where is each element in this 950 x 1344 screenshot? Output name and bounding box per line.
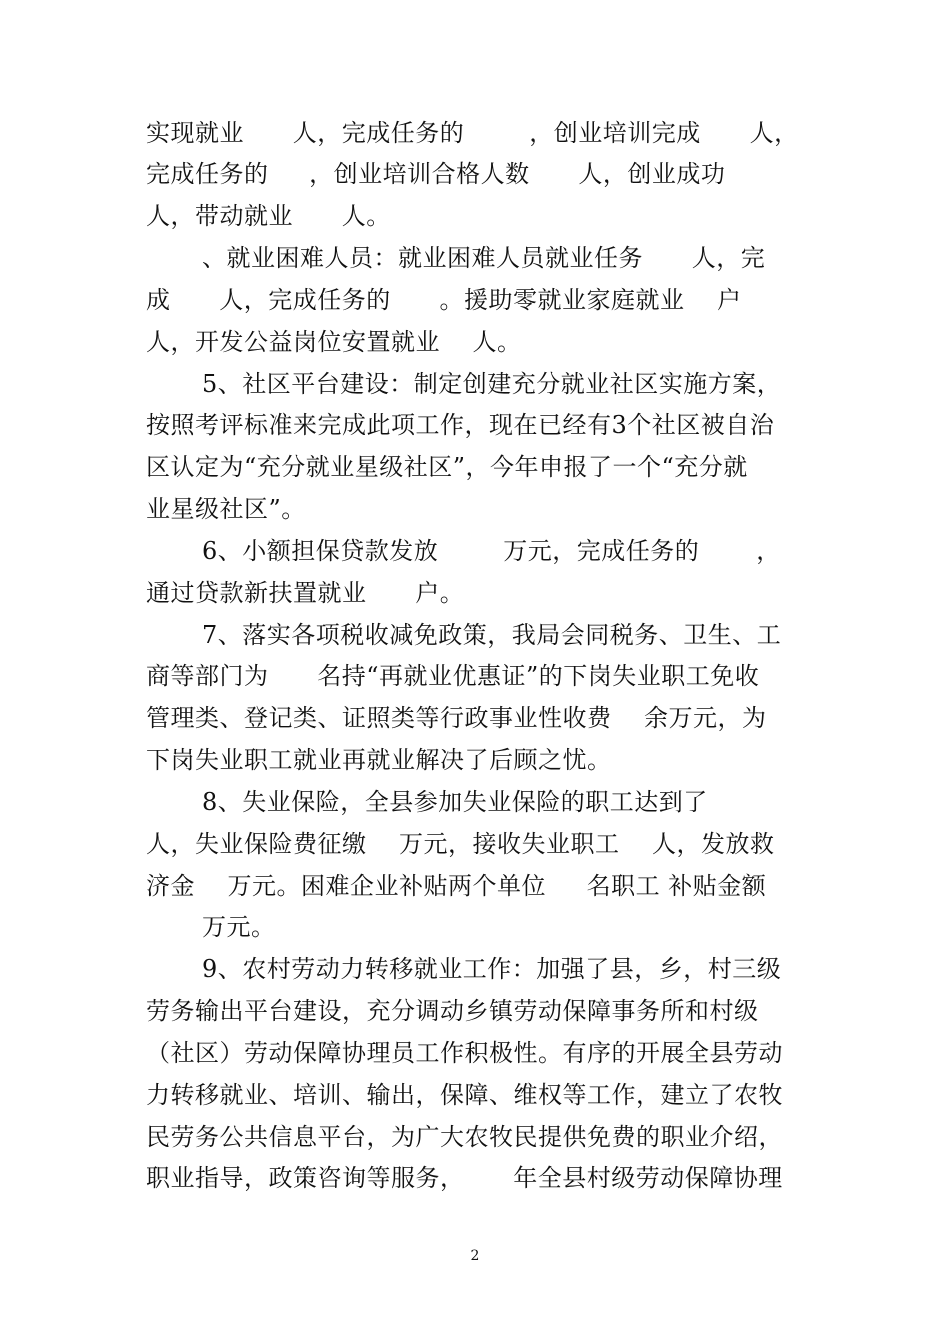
text-line: 管理类、登记类、证照类等行政事业性收费 余万元，为 xyxy=(146,704,767,732)
text-line: 按照考评标准来完成此项工作，现在已经有3个社区被自治 xyxy=(146,411,775,439)
text-line: 通过贷款新扶置就业 户。 xyxy=(146,579,465,607)
text-line: 完成任务的 ，创业培训合格人数 人，创业成功 xyxy=(146,160,726,188)
text-line: 5、社区平台建设：制定创建充分就业社区实施方案， xyxy=(202,370,782,398)
text-line: 济金 万元。困难企业补贴两个单位 名职工 补贴金额 xyxy=(146,872,767,900)
text-line: 区认定为“充分就业星级社区”，今年申报了一个“充分就 xyxy=(146,453,748,481)
text-line: 民劳务公共信息平台，为广大农牧民提供免费的职业介绍， xyxy=(146,1123,783,1151)
text-line: 万元。 xyxy=(202,913,276,941)
text-line: 业星级社区”。 xyxy=(146,495,306,523)
text-line: 力转移就业、培训、输出，保障、维权等工作，建立了农牧 xyxy=(146,1081,783,1109)
text-line: 下岗失业职工就业再就业解决了后顾之忧。 xyxy=(146,746,612,774)
text-line: 9、农村劳动力转移就业工作：加强了县，乡，村三级 xyxy=(202,955,782,983)
text-line: 人，开发公益岗位安置就业 人。 xyxy=(146,328,522,356)
text-line: 8、失业保险，全县参加失业保险的职工达到了 xyxy=(202,788,708,816)
text-line: 、就业困难人员：就业困难人员就业任务 人，完 xyxy=(202,244,766,272)
text-line: 实现就业 人，完成任务的 ，创业培训完成 人， xyxy=(146,119,799,147)
text-line: 成 人，完成任务的 。援助零就业家庭就业 户 xyxy=(146,286,742,314)
text-line: 职业指导，政策咨询等服务， 年全县村级劳动保障协理 xyxy=(146,1164,783,1192)
page-number: 2 xyxy=(470,1248,480,1264)
text-line: 商等部门为 名持“再就业优惠证”的下岗失业职工免收 xyxy=(146,662,760,690)
text-line: 人，带动就业 人。 xyxy=(146,202,391,230)
text-line: 7、落实各项税收减免政策，我局会同税务、卫生、工 xyxy=(202,621,782,649)
text-line: 6、小额担保贷款发放 万元，完成任务的 ， xyxy=(202,537,781,565)
text-line: 劳务输出平台建设，充分调动乡镇劳动保障事务所和村级 xyxy=(146,997,759,1025)
text-line: 人，失业保险费征缴 万元，接收失业职工 人，发放救 xyxy=(146,830,775,858)
text-line: （社区）劳动保障协理员工作积极性。有序的开展全县劳动 xyxy=(146,1039,783,1067)
